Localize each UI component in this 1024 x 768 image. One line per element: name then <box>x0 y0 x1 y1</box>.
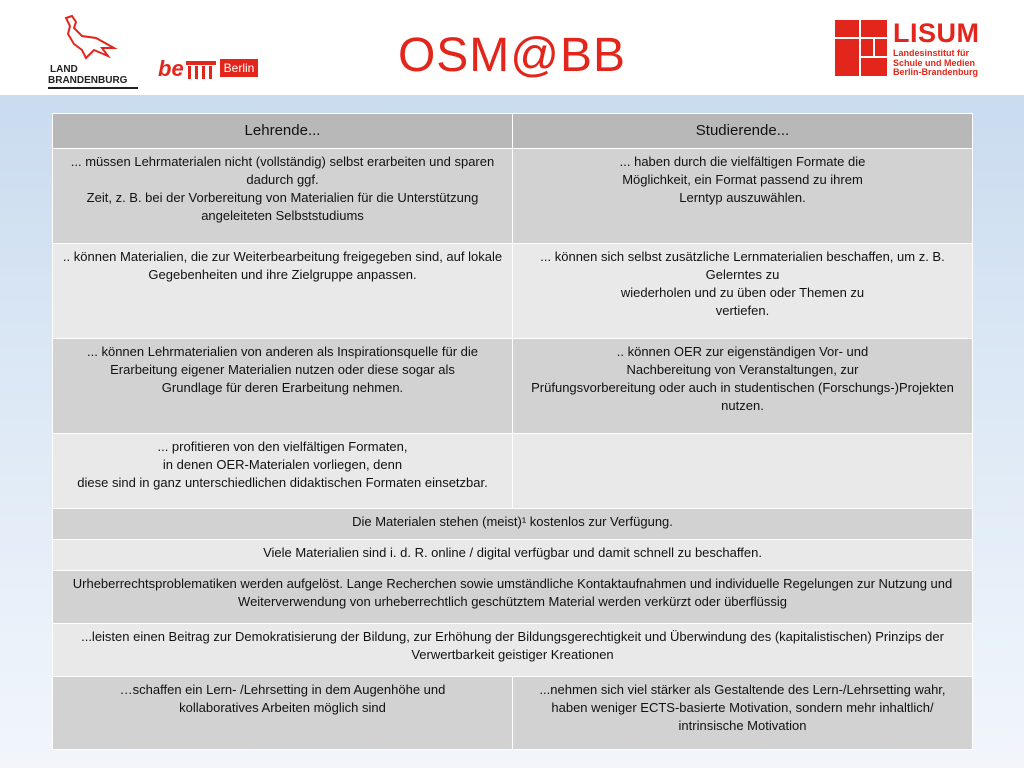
cell-line: ... können Lehrmaterialien von anderen als Inspirationsquelle für die Erarbeitung eigener Materialien nutzen oder diese sogar als <box>87 344 478 377</box>
table-cell: …schaffen ein Lern- /Lehrsetting in dem Augenhöhe und kollaboratives Arbeiten möglich sind <box>53 677 513 750</box>
table-cell: ...nehmen sich viel stärker als Gestaltende des Lern-/Lehrsetting wahr, haben weniger ECTS-basierte Motivation, sondern mehr inhaltlich/ intrinsische Motivation <box>513 677 973 750</box>
table-cell <box>513 244 973 339</box>
table-span-cell: Viele Materialien sind i. d. R. online / digital verfügbar und damit schnell zu beschaffen. <box>53 540 973 571</box>
lisum-subtitle <box>893 49 978 78</box>
lisum-sub-line3: Berlin-Brandenburg <box>893 67 979 77</box>
table-row <box>53 509 973 540</box>
cell-line: .. können Materialien, die zur Weiterbearbeitung freigegeben sind, auf lokale Gegebenheiten und ihre Zielgruppe anpassen. <box>62 249 503 282</box>
cell-line: .. können OER zur eigenständigen Vor- und Nachbereitung von Veranstaltungen, zur <box>616 344 869 377</box>
lisum-sub-line1: Landesinstitut für <box>893 48 969 58</box>
table-cell <box>53 149 513 244</box>
table-row <box>53 149 973 244</box>
slide-title: OSM@BB <box>397 29 627 82</box>
table-row <box>53 624 973 677</box>
cell-line: Grundlage für deren Erarbeitung nehmen. <box>161 380 404 395</box>
table-span-cell: ...leisten einen Beitrag zur Demokratisierung der Bildung, zur Erhöhung der Bildungsgerechtigkeit und Überwindung des (kapitalistischen) Prinzips der Verwertbarkeit geistiger Kreationen <box>53 624 973 677</box>
lisum-sub-line2: Schule und Medien <box>893 57 976 68</box>
table-cell <box>513 149 973 244</box>
cell-line: Prüfungsvorbereitung oder auch in studentischen (Forschungs-)Projekten nutzen. <box>531 380 954 413</box>
oer-benefits-table <box>52 113 973 750</box>
cell-line: diese sind in ganz unterschiedlichen didaktischen Formaten einsetzbar. <box>77 475 488 490</box>
brandenburg-logo-line2: BRANDENBURG <box>48 75 138 89</box>
berlin-logo-box: Berlin <box>220 59 258 77</box>
cell-line: vertiefen. <box>715 303 770 318</box>
column-header-studierende: Studierende... <box>513 114 973 149</box>
lisum-squares-icon <box>835 20 887 76</box>
table-cell <box>513 339 973 434</box>
table-cell <box>53 244 513 339</box>
cell-line: Zeit, z. B. bei der Vorbereitung von Materialien für die Unterstützung angeleiteten Selbststudiums <box>86 190 479 223</box>
table-span-cell: Die Materialen stehen (meist)¹ kostenlos zur Verfügung. <box>53 509 973 540</box>
table-cell-empty <box>513 434 973 509</box>
table-row <box>53 244 973 339</box>
brandenburg-logo-line1: LAND <box>50 64 78 75</box>
table-row <box>53 339 973 434</box>
table-row <box>53 571 973 624</box>
cell-line: wiederholen und zu üben oder Themen zu <box>620 285 865 300</box>
table-row <box>53 677 973 750</box>
table-row <box>53 434 973 509</box>
lisum-logo <box>835 20 985 78</box>
berlin-logo-mark: be <box>158 56 184 81</box>
table-span-cell: Urheberrechtsproblematiken werden aufgelöst. Lange Recherchen sowie umständliche Kontaktaufnahmen und individuelle Regelungen zur Nutzung und Weiterverwendung von urheberrechtlich geschütztem Material werden verkürzt oder überflüssig <box>53 571 973 624</box>
table-row <box>53 540 973 571</box>
column-header-lehrende: Lehrende... <box>53 114 513 149</box>
cell-line: ... haben durch die vielfältigen Formate die Möglichkeit, ein Format passend zu ihrem Lerntyp auszuwählen. <box>619 154 866 205</box>
table-cell <box>53 434 513 509</box>
table-header-row <box>53 114 973 149</box>
cell-line: ... müssen Lehrmaterialen nicht (vollständig) selbst erarbeiten und sparen dadurch ggf. <box>70 154 495 187</box>
cell-line: in denen OER-Materialen vorliegen, denn <box>162 457 403 472</box>
cell-line: ... können sich selbst zusätzliche Lernmaterialien beschaffen, um z. B. Gelerntes zu <box>540 249 945 282</box>
table-cell <box>53 339 513 434</box>
cell-line: ... profitieren von den vielfältigen Formaten, <box>157 439 408 454</box>
lisum-name: LISUM <box>893 18 980 48</box>
